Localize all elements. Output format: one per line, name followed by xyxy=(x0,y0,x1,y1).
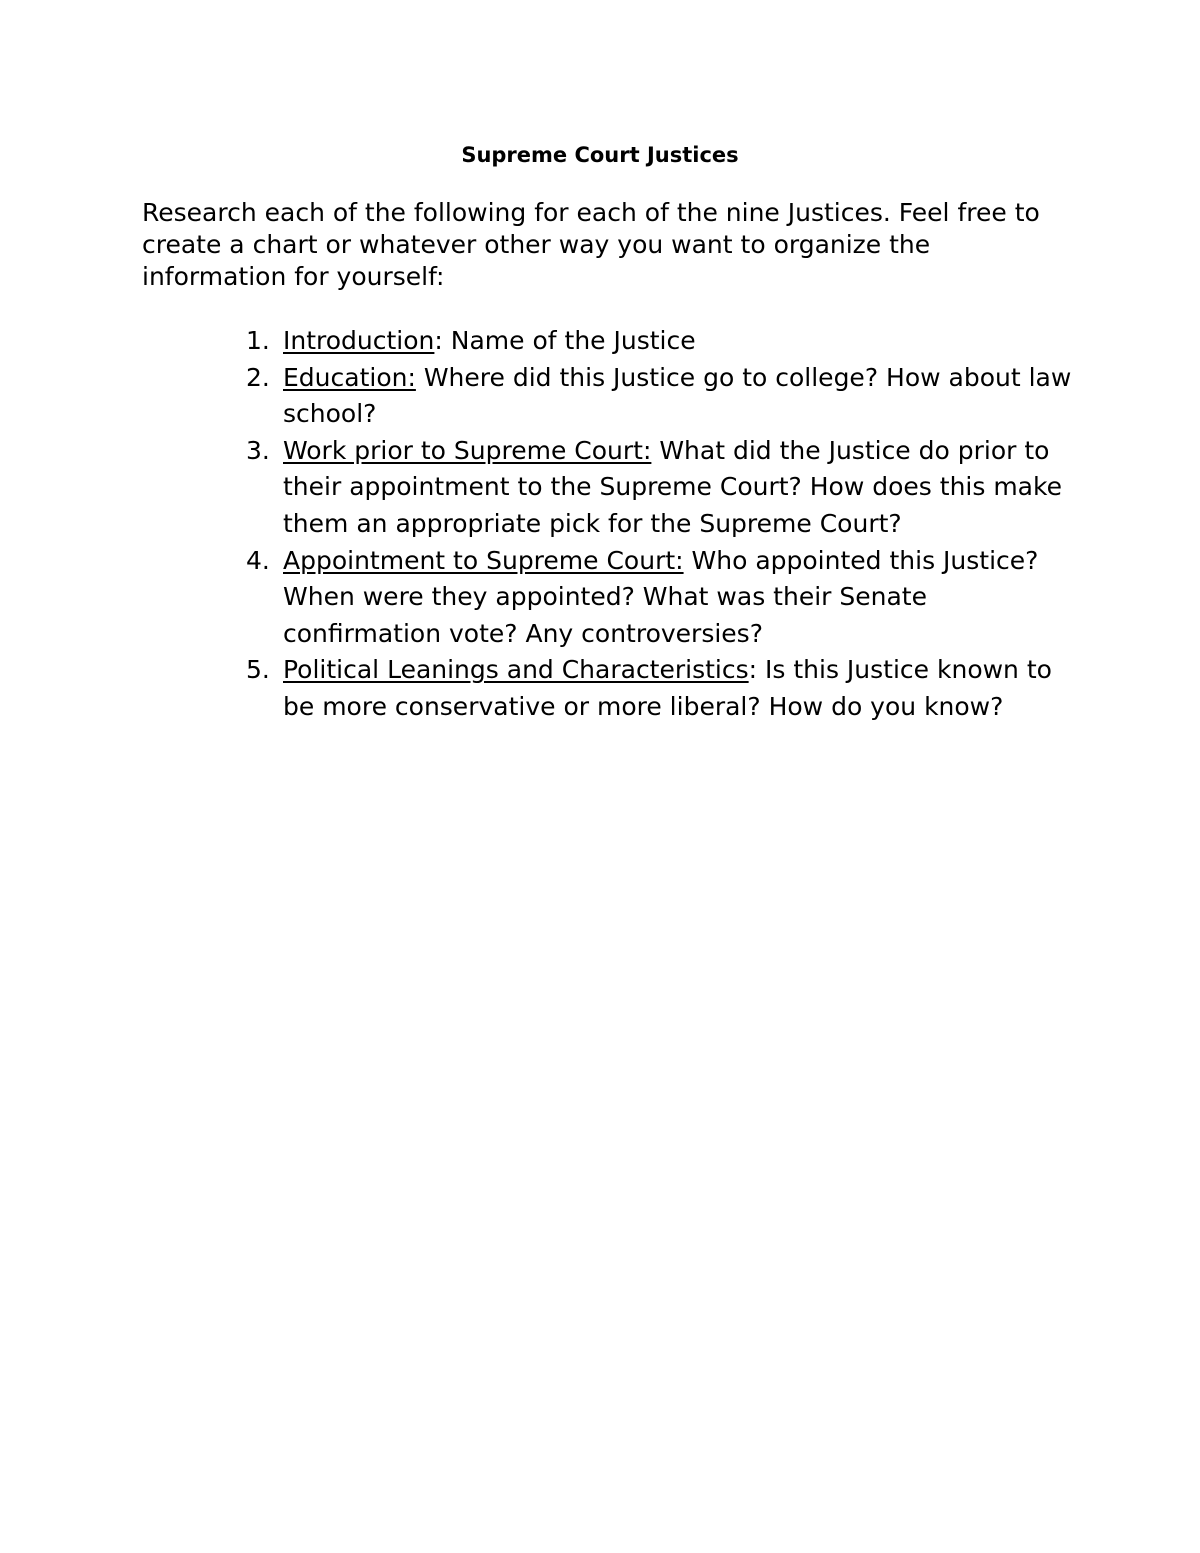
list-item-text: What did the Justice do prior to their appointment to the Supreme Court? How does this make them an appropriate pick for the Supreme Court? xyxy=(283,435,1062,538)
list-item-label: Education: xyxy=(283,362,416,392)
list-item-introduction xyxy=(142,323,1072,360)
list-item-label-suffix: : xyxy=(748,655,758,685)
document-title: Supreme Court Justices xyxy=(461,143,739,167)
intro-paragraph: Research each of the following for each of the nine Justices. Feel free to create a chart or whatever other way you want to organize the information for yourself: xyxy=(142,198,1040,291)
list-item-appointment xyxy=(142,543,1072,653)
list-item-label-suffix: : xyxy=(434,326,443,355)
list-number: 2. xyxy=(246,362,270,392)
list-item-work-prior xyxy=(142,433,1072,543)
list-item-label: Political Leanings and Characteristics xyxy=(283,655,749,685)
list-item-text: Where did this Justice go to college? How about law school? xyxy=(283,362,1072,429)
list-item-political-leanings xyxy=(142,652,1072,725)
list-item-label: Introduction xyxy=(283,326,435,355)
list-number: 5. xyxy=(246,655,270,685)
list-item-education xyxy=(142,360,1072,433)
research-list xyxy=(142,323,1072,726)
list-item-text: Is this Justice known to be more conservative or more liberal? How do you know? xyxy=(283,655,1052,721)
list-number: 1. xyxy=(246,326,270,355)
list-number: 4. xyxy=(246,545,270,575)
list-item-label: Work prior to Supreme Court: xyxy=(283,435,652,465)
list-item-label: Appointment to Supreme Court: xyxy=(283,545,684,575)
list-item-text: Name of the Justice xyxy=(442,326,696,355)
list-number: 3. xyxy=(246,435,270,465)
list-item-text: Who appointed this Justice? When were they appointed? What was their Senate confirmation vote? Any controversies? xyxy=(283,545,1039,648)
